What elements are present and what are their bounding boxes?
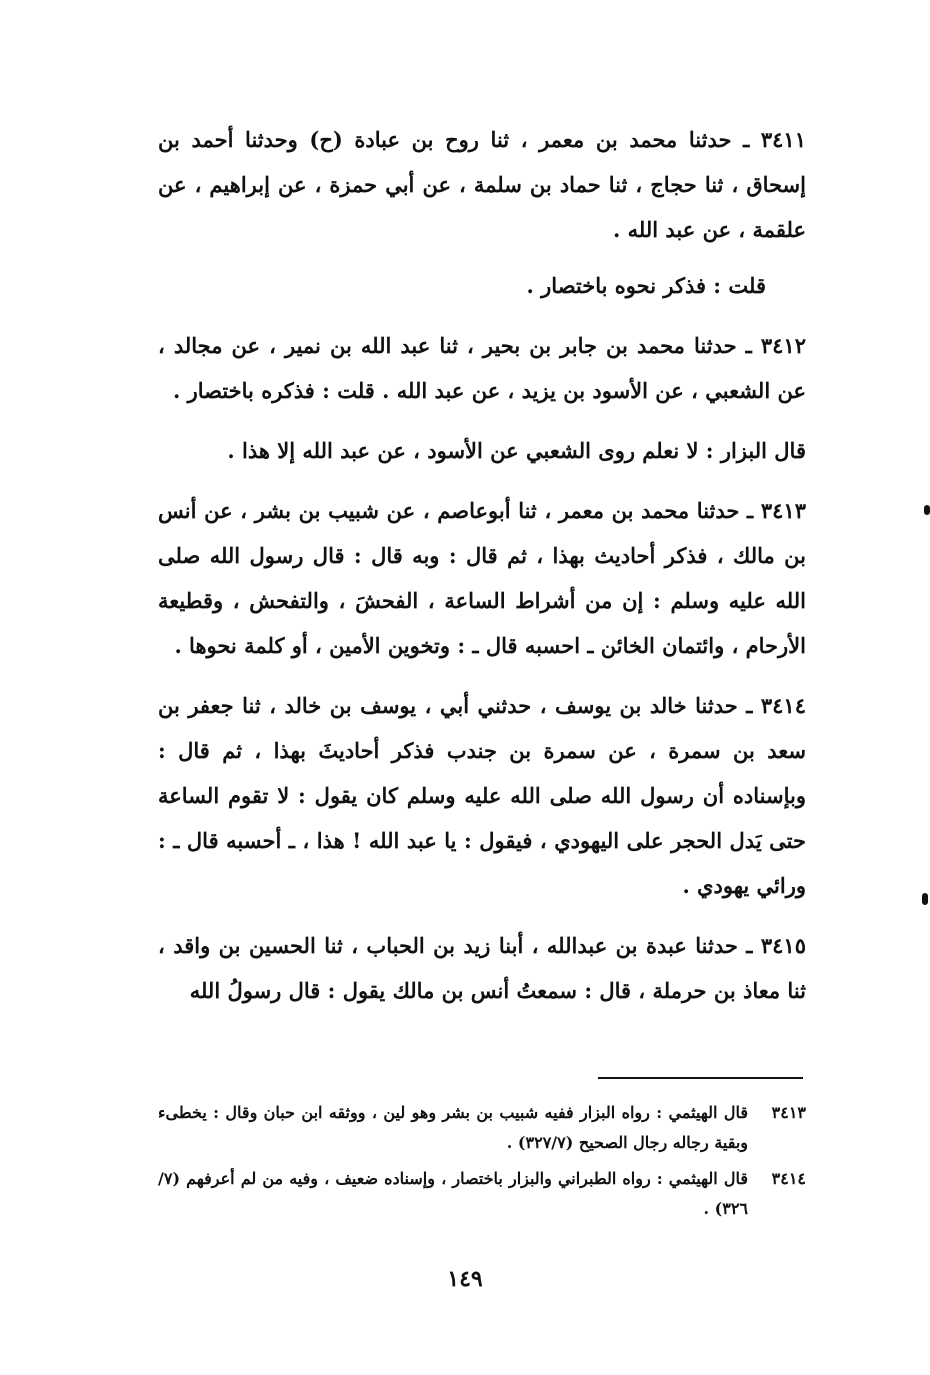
- footnotes: [158, 1098, 806, 1224]
- footnote-3414: [158, 1164, 806, 1224]
- hadith-3415: [158, 923, 806, 1013]
- page-number: ١٤٩: [447, 1266, 483, 1292]
- hadith-3411: [158, 117, 806, 252]
- footnote-separator: [598, 1077, 803, 1079]
- hadith-number: ٣٤١٤: [760, 693, 806, 718]
- hadith-text: ـ حدثنا محمد بن جابر بن بحير ، ثنا عبد الله بن نمير ، عن مجالد ، عن الشعبي ، عن الأسود بن يزيد ، عن عبد الله . قلت : فذكره باختصار .: [158, 333, 806, 403]
- footnote-text: قال الهيثمي : رواه البزار ففيه شبيب بن بشر وهو لين ، ووثقه ابن حبان وقال : يخطىء وبقية رجاله رجال الصحيح (٣٢٧/٧) .: [158, 1103, 749, 1152]
- footnote-number: ٣٤١٣: [771, 1103, 806, 1122]
- hadith-number: ٣٤١٣: [760, 498, 806, 523]
- scan-mark: [922, 893, 928, 905]
- hadith-3413: [158, 488, 806, 668]
- hadith-text: ـ حدثنا خالد بن يوسف ، حدثني أبي ، يوسف بن خالد ، ثنا جعفر بن سعد بن سمرة ، عن سمرة بن جندب فذكر أحاديثَ بهذا ، ثم قال : وبإسناده أن رسول الله صلى الله عليه وسلم كان يقول : لا تقوم الساعة حتى يَدل الحجر على اليهودي ، فيقول : يا عبد الله ! هذا ، ـ أحسبه قال ـ : ورائي يهودي .: [158, 693, 806, 898]
- hadith-number: ٣٤١٢: [760, 333, 806, 358]
- note-text: قال البزار : لا نعلم روى الشعبي عن الأسود ، عن عبد الله إلا هذا .: [227, 438, 806, 463]
- hadith-text: ـ حدثنا محمد بن معمر ، ثنا روح بن عبادة (ح) وحدثنا أحمد بن إسحاق ، ثنا حجاج ، ثنا حماد بن سلمة ، عن أبي حمزة ، عن إبراهيم ، عن علقمة ، عن عبد الله .: [158, 127, 806, 242]
- note-text: قلت : فذكر نحوه باختصار .: [526, 273, 766, 298]
- footnote-number: ٣٤١٤: [771, 1169, 806, 1188]
- hadith-text-block: [158, 117, 806, 1013]
- note-3412: [158, 428, 806, 473]
- note-3411: [158, 263, 806, 308]
- hadith-text: ـ حدثنا محمد بن معمر ، ثنا أبوعاصم ، عن شبيب بن بشر ، عن أنس بن مالك ، فذكر أحاديث بهذا ، ثم قال : وبه قال : قال رسول الله صلى الله عليه وسلم : إن من أشراط الساعة ، الفحشَ ، والتفحش ، وقطيعة الأرحام ، وائتمان الخائن ـ احسبه قال ـ : وتخوين الأمين ، أو كلمة نحوها .: [158, 498, 806, 658]
- hadith-number: ٣٤١٥: [760, 933, 806, 958]
- hadith-text: ـ حدثنا عبدة بن عبدالله ، أبنا زيد بن الحباب ، ثنا الحسين بن واقد ، ثنا معاذ بن حرملة ، قال : سمعتُ أنس بن مالك يقول : قال رسولُ الله: [158, 933, 806, 1003]
- scan-mark: [924, 505, 930, 515]
- hadith-number: ٣٤١١: [760, 127, 806, 152]
- hadith-3414: [158, 683, 806, 908]
- footnote-3413: [158, 1098, 806, 1158]
- footnote-text: قال الهيثمي : رواه الطبراني والبزار باختصار ، وإسناده ضعيف ، وفيه من لم أعرفهم (٧/ ٣٢٦) .: [158, 1169, 748, 1218]
- hadith-3412: [158, 323, 806, 413]
